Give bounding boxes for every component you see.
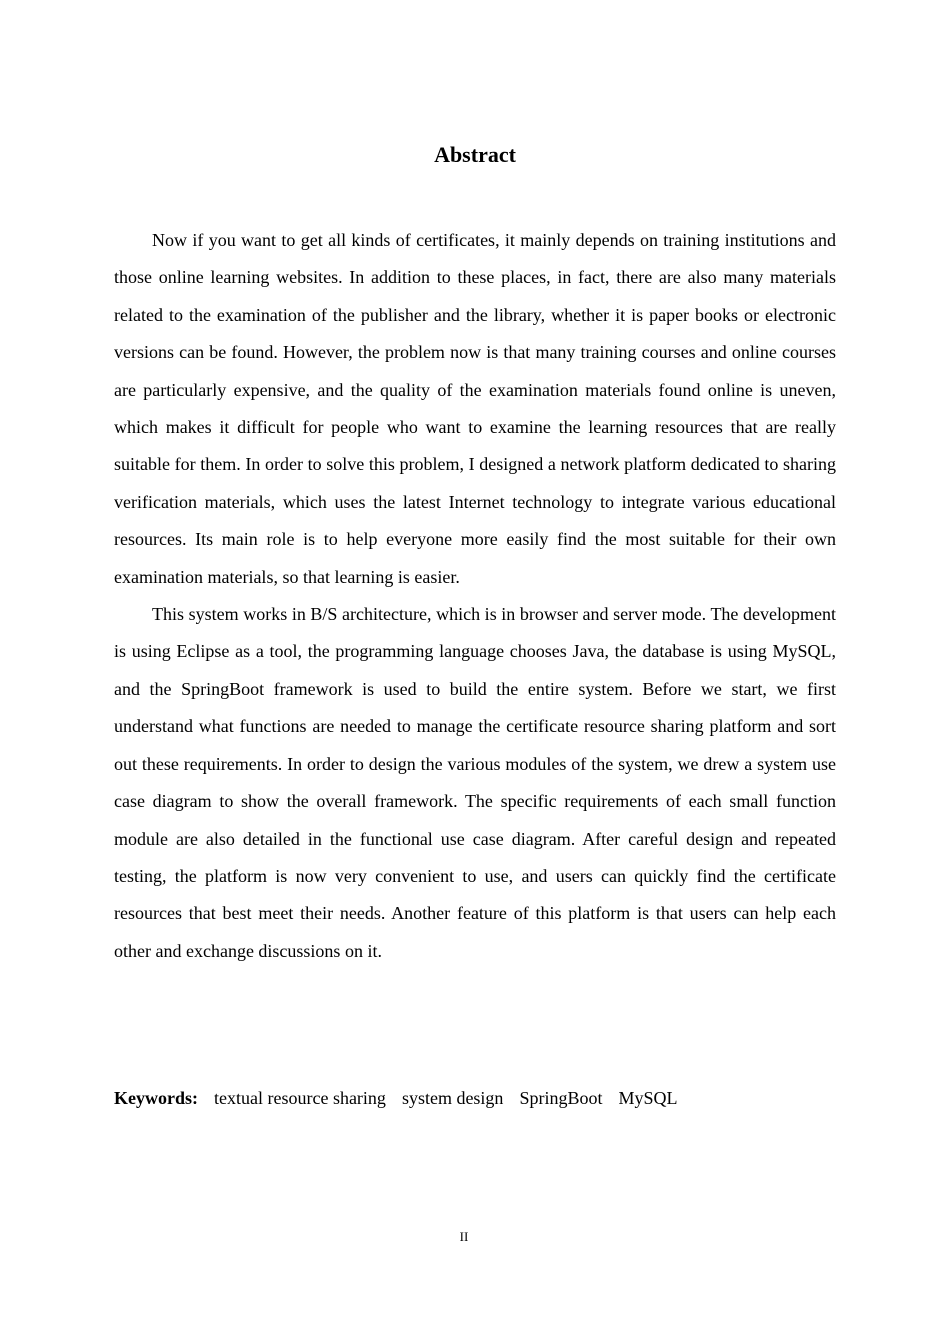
- abstract-title: Abstract: [434, 142, 516, 167]
- keyword-item: textual resource sharing: [214, 1088, 386, 1108]
- keywords-label: Keywords:: [114, 1088, 198, 1108]
- abstract-paragraph-1: Now if you want to get all kinds of certificates, it mainly depends on training institutions and those online learning websites. In addition to these places, in fact, there are also many materials related to the examination of the publisher and the library, whether it is paper books or electronic versions can be found. However, the problem now is that many training courses and online courses are particularly expensive, and the quality of the examination materials found online is uneven, which makes it difficult for people who want to examine the learning resources that are really suitable for them. In order to solve this problem, I designed a network platform dedicated to sharing verification materials, which uses the latest Internet technology to integrate various educational resources. Its main role is to help everyone more easily find the most suitable for their own examination materials, so that learning is easier.: [114, 230, 836, 587]
- keywords-line: [114, 1083, 836, 1113]
- keyword-item: SpringBoot: [519, 1088, 603, 1108]
- abstract-body: [114, 222, 836, 970]
- abstract-paragraph-2: This system works in B/S architecture, which is in browser and server mode. The development is using Eclipse as a tool, the programming language chooses Java, the database is using MySQL, and the SpringBoot framework is used to build the entire system. Before we start, we first understand what functions are needed to manage the certificate resource sharing platform and sort out these requirements. In order to design the various modules of the system, we drew a system use case diagram to show the overall framework. The specific requirements of each small function module are also detailed in the functional use case diagram. After careful design and repeated testing, the platform is now very convenient to use, and users can quickly find the certificate resources that best meet their needs. Another feature of this platform is that users can help each other and exchange discussions on it.: [114, 604, 836, 961]
- keyword-item: MySQL: [618, 1088, 678, 1108]
- keyword-item: system design: [401, 1088, 504, 1108]
- page-number: II: [459, 1229, 469, 1244]
